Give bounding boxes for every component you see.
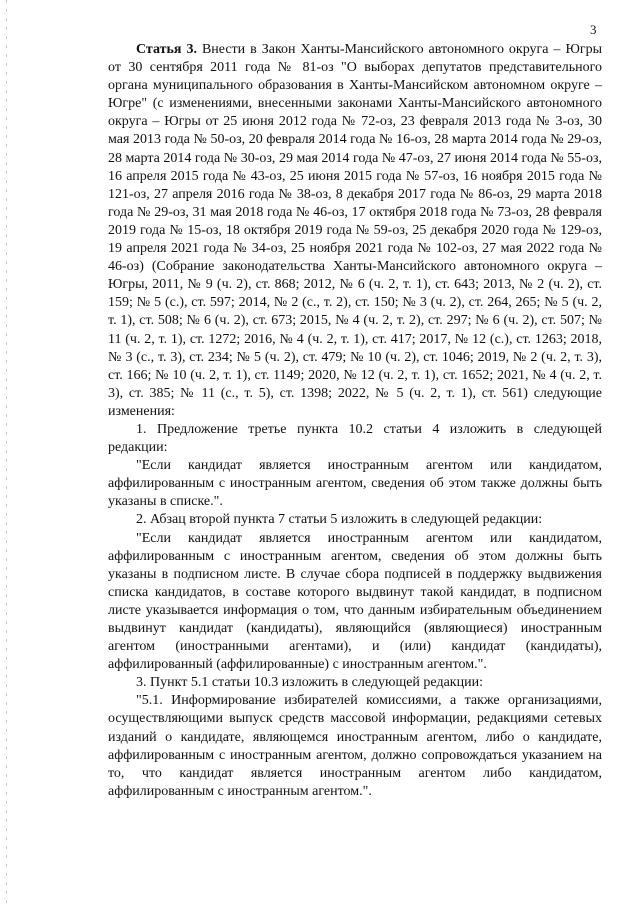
item-3-instruction: 3. Пункт 5.1 статьи 10.3 изложить в следующей редакции: bbox=[136, 675, 483, 691]
item-1-instruction: 1. Предложение третье пункта 10.2 статьи 4 изложить в следующей редакции: bbox=[108, 421, 602, 456]
scan-page-edge bbox=[6, 0, 7, 905]
article-intro-text: Внести в Закон Ханты-Мансийского автономного округа – Югры от 30 сентября 2011 года № 81-оз "О выборах депутатов представительного органа муниципального образования в Ханты-Мансийском автономном округе – Югре" (с изменениями, внесенными законами Ханты-Мансийского автономного округа – Югры от 25 июня 2012 года № 72-оз, 23 февраля 2013 года № 3-оз, 30 мая 2013 года № 50-оз, 20 февраля 2014 года № 16-оз, 28 марта 2014 года № 29-оз, 28 марта 2014 года № 30-оз, 29 мая 2014 года № 47-оз, 27 июня 2014 года № 55-оз, 16 апреля 2015 года № 43-оз, 25 июня 2015 года № 57-оз, 16 ноября 2015 года № 121-оз, 27 апреля 2016 года № 38-оз, 8 декабря 2017 года № 86-оз, 29 марта 2018 года № 29-оз, 31 мая 2018 года № 46-оз, 17 октября 2018 года № 73-оз, 28 февраля 2019 года № 15-оз, 18 октября 2019 года № 59-оз, 25 декабря 2020 года № 129-оз, 19 апреля 2021 года № 34-оз, 25 ноября 2021 года № 102-оз, 27 мая 2022 года № 46-оз) (Собрание законодательства Ханты-Мансийского автономного округа – Югры, 2011, № 9 (ч. 2), ст. 868; 2012, № 6 (ч. 2, т. 1), ст. 643; 2013, № 2 (ч. 2), ст. 159; № 5 (с.), ст. 597; 2014, № 2 (с., т. 2), ст. 150; № 3 (ч. 2), ст. 264, 265; № 5 (ч. 2, т. 1), ст. 508; № 6 (ч. 2), ст. 673; 2015, № 4 (ч. 2, т. 2), ст. 297; № 6 (ч. 2), ст. 507; № 11 (ч. 2, т. 1), ст. 1272; 2016, № 4 (ч. 2, т. 1), ст. 417; 2017, № 12 (с.), ст. 1263; 2018, № 3 (с., т. 3), ст. 234; № 5 (ч. 2), ст. 479; № 10 (ч. 2), ст. 1046; 2019, № 2 (ч. 2, т. 3), ст. 166; № 10 (ч. 2, т. 1), ст. 1149; 2020, № 12 (ч. 2, т. 1), ст. 1652; 2021, № 4 (ч. 2, т. 3), ст. 385; № 11 (с., т. 5), ст. 1398; 2022, № 5 (ч. 2, т. 1), ст. 561) следующие изменения: bbox=[108, 42, 602, 419]
page-number: 3 bbox=[590, 22, 597, 37]
item-2-text: "Если кандидат является иностранным агентом или кандидатом, аффилированным с иностранным агентом, сведения об этом должны быть указаны в подписном листе. В случае сбора подписей в поддержку выдвижения списка кандидатов, в составе которого выдвинут такой кандидат, в подписном листе указывается информация о том, что данным избирательным объединением выдвинут кандидат (кандидаты), являющийся (являющиеся) иностранным агентом (иностранными агентами), и (или) кандидат (кандидаты), аффилированный (аффилированные) с иностранным агентом.". bbox=[108, 530, 602, 673]
document-body bbox=[108, 41, 602, 801]
item-3-text: "5.1. Информирование избирателей комиссиями, а также организациями, осуществляющими выпуск средств массовой информации, редакциями сетевых изданий о кандидате, являющемся иностранным агентом, либо о кандидате, аффилированным с иностранным агентом, должно сопровождаться указанием на то, что кандидат является иностранным агентом либо кандидатом, аффилированным с иностранным агентом.". bbox=[108, 693, 602, 799]
article-label: Статья 3. bbox=[136, 42, 197, 57]
item-1-text: "Если кандидат является иностранным агентом или кандидатом, аффилированным с иностранным агентом, сведения об этом также должны быть указаны в списке.". bbox=[108, 458, 602, 510]
article-paragraph bbox=[108, 41, 602, 421]
item-2-instruction: 2. Абзац второй пункта 7 статьи 5 изложить в следующей редакции: bbox=[136, 512, 543, 528]
